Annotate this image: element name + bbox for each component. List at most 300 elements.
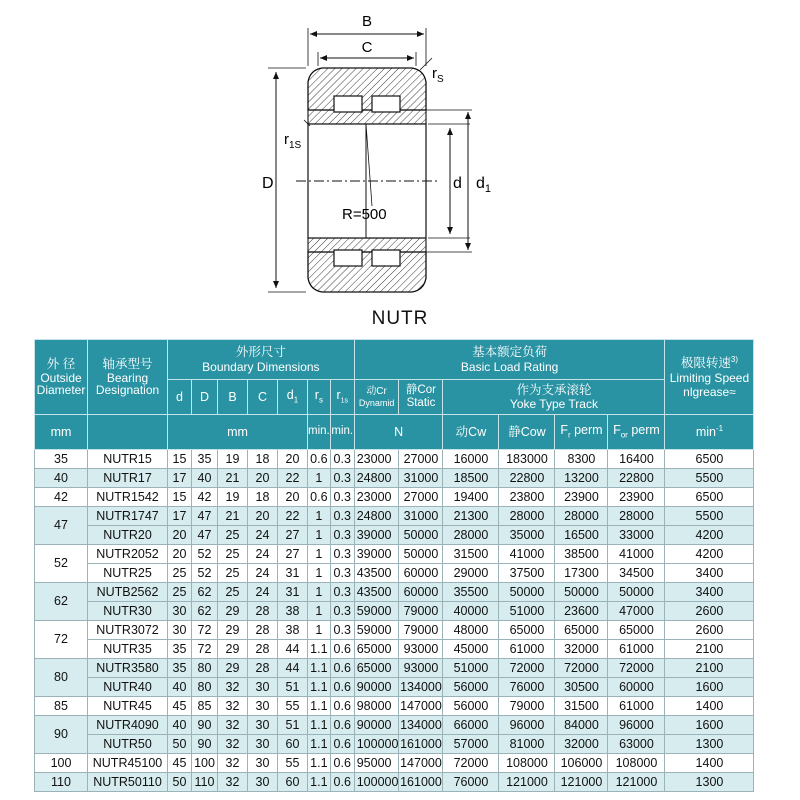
C-cell: 30 <box>248 697 278 716</box>
header-limiting-speed: 极限转速$^{3)}$ Limiting Speed nlgrease≈ <box>665 340 754 415</box>
cw-cell: 56000 <box>443 697 499 716</box>
limiting-speed-cell: 3400 <box>665 583 754 602</box>
cr-cell: 100000 <box>354 735 399 754</box>
d1-cell: 31 <box>278 583 308 602</box>
table-row <box>35 754 754 773</box>
limiting-speed-cell: 3400 <box>665 564 754 583</box>
label-D: D <box>262 175 274 192</box>
cor-cell: 134000 <box>399 678 443 697</box>
B-cell: 25 <box>218 545 248 564</box>
cor-cell: 60000 <box>399 564 443 583</box>
for-perm-cell: 60000 <box>608 678 665 697</box>
D-cell: 110 <box>192 773 218 792</box>
r1s-cell: 0.3 <box>330 450 354 469</box>
for-perm-cell: 33000 <box>608 526 665 545</box>
d-cell: 45 <box>168 754 192 773</box>
header-B: B <box>218 380 248 415</box>
D-cell: 72 <box>192 621 218 640</box>
cow-cell: 183000 <box>499 450 555 469</box>
d1-cell: 60 <box>278 735 308 754</box>
B-cell: 21 <box>218 507 248 526</box>
cr-cell: 95000 <box>354 754 399 773</box>
for-perm-cell: 16400 <box>608 450 665 469</box>
designation-cell: NUTB2562 <box>88 583 168 602</box>
d-cell: 40 <box>168 716 192 735</box>
cow-cell: 41000 <box>499 545 555 564</box>
d-cell: 25 <box>168 564 192 583</box>
for-perm-cell: 61000 <box>608 640 665 659</box>
r1s-cell: 0.3 <box>330 583 354 602</box>
d-cell: 17 <box>168 507 192 526</box>
limiting-speed-cell: 4200 <box>665 526 754 545</box>
cr-cell: 43500 <box>354 583 399 602</box>
C-cell: 30 <box>248 716 278 735</box>
designation-cell: NUTR40 <box>88 678 168 697</box>
for-perm-cell: 23900 <box>608 488 665 507</box>
C-cell: 28 <box>248 621 278 640</box>
header-rs-unit: min. <box>308 415 331 450</box>
rs-cell: 0.6 <box>308 450 331 469</box>
cor-cell: 31000 <box>399 507 443 526</box>
cor-cell: 134000 <box>399 716 443 735</box>
rs-cell: 1 <box>308 526 331 545</box>
cor-cell: 93000 <box>399 640 443 659</box>
label-radius: R=500 <box>342 206 387 223</box>
B-cell: 32 <box>218 678 248 697</box>
designation-cell: NUTR30 <box>88 602 168 621</box>
cr-cell: 90000 <box>354 678 399 697</box>
header-cow: 静Cow <box>499 415 555 450</box>
r1s-cell: 0.3 <box>330 602 354 621</box>
fr-perm-cell: 8300 <box>555 450 608 469</box>
C-cell: 30 <box>248 754 278 773</box>
r1s-cell: 0.6 <box>330 640 354 659</box>
cw-cell: 45000 <box>443 640 499 659</box>
D-cell: 52 <box>192 545 218 564</box>
designation-cell: NUTR1542 <box>88 488 168 507</box>
fr-perm-cell: 121000 <box>555 773 608 792</box>
limiting-speed-cell: 1600 <box>665 678 754 697</box>
cr-cell: 90000 <box>354 716 399 735</box>
d-cell: 17 <box>168 469 192 488</box>
B-cell: 32 <box>218 773 248 792</box>
d-cell: 25 <box>168 583 192 602</box>
for-perm-cell: 41000 <box>608 545 665 564</box>
cw-cell: 29000 <box>443 564 499 583</box>
fr-perm-cell: 28000 <box>555 507 608 526</box>
cr-cell: 39000 <box>354 526 399 545</box>
label-rs: $r_S$ <box>432 65 444 85</box>
d1-cell: 55 <box>278 754 308 773</box>
fr-perm-cell: 38500 <box>555 545 608 564</box>
for-perm-cell: 22800 <box>608 469 665 488</box>
cr-cell: 65000 <box>354 659 399 678</box>
r1s-cell: 0.3 <box>330 621 354 640</box>
rs-cell: 1.1 <box>308 754 331 773</box>
cr-cell: 59000 <box>354 602 399 621</box>
fr-perm-cell: 65000 <box>555 621 608 640</box>
d1-cell: 27 <box>278 545 308 564</box>
cw-cell: 56000 <box>443 678 499 697</box>
cow-cell: 35000 <box>499 526 555 545</box>
header-r1s-unit: min. <box>330 415 354 450</box>
limiting-speed-cell: 2600 <box>665 621 754 640</box>
designation-cell: NUTR50110 <box>88 773 168 792</box>
table-row <box>35 507 754 526</box>
table-row <box>35 564 754 583</box>
for-perm-cell: 50000 <box>608 583 665 602</box>
B-cell: 32 <box>218 735 248 754</box>
header-boundary-dimensions: 外形尺寸 Boundary Dimensions <box>168 340 355 380</box>
for-perm-cell: 72000 <box>608 659 665 678</box>
fr-perm-cell: 84000 <box>555 716 608 735</box>
B-cell: 29 <box>218 640 248 659</box>
cr-cell: 43500 <box>354 564 399 583</box>
header-d1: $d_1$ <box>278 380 308 415</box>
cr-cell: 39000 <box>354 545 399 564</box>
for-perm-cell: 34500 <box>608 564 665 583</box>
cr-cell: 23000 <box>354 450 399 469</box>
limiting-speed-cell: 5500 <box>665 469 754 488</box>
fr-perm-cell: 50000 <box>555 583 608 602</box>
rs-cell: 1.1 <box>308 716 331 735</box>
outside-diameter-cell: 90 <box>35 716 88 754</box>
d-cell: 50 <box>168 735 192 754</box>
r1s-cell: 0.3 <box>330 526 354 545</box>
cw-cell: 48000 <box>443 621 499 640</box>
for-perm-cell: 63000 <box>608 735 665 754</box>
outside-diameter-cell: 80 <box>35 659 88 697</box>
roller <box>334 96 362 112</box>
designation-cell: NUTR2052 <box>88 545 168 564</box>
rs-cell: 1 <box>308 621 331 640</box>
outside-diameter-cell: 42 <box>35 488 88 507</box>
for-perm-cell: 108000 <box>608 754 665 773</box>
rs-cell: 1 <box>308 545 331 564</box>
D-cell: 62 <box>192 583 218 602</box>
header-C: C <box>248 380 278 415</box>
designation-cell: NUTR3072 <box>88 621 168 640</box>
cw-cell: 31500 <box>443 545 499 564</box>
rs-cell: 1 <box>308 564 331 583</box>
header-D: D <box>192 380 218 415</box>
C-cell: 20 <box>248 469 278 488</box>
table-row <box>35 450 754 469</box>
cow-cell: 28000 <box>499 507 555 526</box>
d-cell: 30 <box>168 621 192 640</box>
header-outside-diameter: 外 径 Outside Diameter <box>35 340 88 415</box>
fr-perm-cell: 23900 <box>555 488 608 507</box>
d1-cell: 44 <box>278 640 308 659</box>
cow-cell: 50000 <box>499 583 555 602</box>
fr-perm-cell: 106000 <box>555 754 608 773</box>
d1-cell: 22 <box>278 469 308 488</box>
rs-cell: 1.1 <box>308 697 331 716</box>
designation-cell: NUTR1747 <box>88 507 168 526</box>
cow-cell: 37500 <box>499 564 555 583</box>
figure-caption: NUTR <box>371 308 429 329</box>
rs-cell: 1.1 <box>308 659 331 678</box>
C-cell: 30 <box>248 735 278 754</box>
d1-cell: 51 <box>278 678 308 697</box>
label-C: C <box>361 39 373 56</box>
limiting-speed-cell: 6500 <box>665 450 754 469</box>
B-cell: 32 <box>218 716 248 735</box>
designation-cell: NUTR4090 <box>88 716 168 735</box>
cw-cell: 18500 <box>443 469 499 488</box>
r1s-cell: 0.6 <box>330 773 354 792</box>
fr-perm-cell: 23600 <box>555 602 608 621</box>
outside-diameter-cell: 72 <box>35 621 88 659</box>
d-cell: 40 <box>168 678 192 697</box>
C-cell: 24 <box>248 564 278 583</box>
cw-cell: 72000 <box>443 754 499 773</box>
table-row <box>35 526 754 545</box>
label-d: d <box>453 175 462 192</box>
outer-ring-top <box>308 68 426 110</box>
d-cell: 35 <box>168 659 192 678</box>
d-cell: 35 <box>168 640 192 659</box>
cr-cell: 98000 <box>354 697 399 716</box>
outside-diameter-cell: 47 <box>35 507 88 545</box>
header-n-unit: N <box>354 415 443 450</box>
B-cell: 19 <box>218 488 248 507</box>
d-cell: 15 <box>168 488 192 507</box>
outside-diameter-cell: 35 <box>35 450 88 469</box>
cow-cell: 96000 <box>499 716 555 735</box>
cow-cell: 108000 <box>499 754 555 773</box>
D-cell: 80 <box>192 678 218 697</box>
fr-perm-cell: 13200 <box>555 469 608 488</box>
B-cell: 29 <box>218 659 248 678</box>
roller <box>372 250 400 266</box>
d-cell: 15 <box>168 450 192 469</box>
B-cell: 25 <box>218 564 248 583</box>
d1-cell: 27 <box>278 526 308 545</box>
C-cell: 18 <box>248 450 278 469</box>
D-cell: 72 <box>192 640 218 659</box>
designation-cell: NUTR17 <box>88 469 168 488</box>
D-cell: 90 <box>192 716 218 735</box>
cw-cell: 76000 <box>443 773 499 792</box>
table-row <box>35 621 754 640</box>
C-cell: 30 <box>248 773 278 792</box>
header-yoke-type-track: 作为支承滚轮 Yoke Type Track <box>443 380 665 415</box>
header-cor: 静Cor Static <box>399 380 443 415</box>
outside-diameter-cell: 40 <box>35 469 88 488</box>
B-cell: 25 <box>218 583 248 602</box>
header-fr-perm: $F_r$ perm <box>555 415 608 450</box>
cor-cell: 147000 <box>399 697 443 716</box>
table-row <box>35 735 754 754</box>
D-cell: 52 <box>192 564 218 583</box>
d-cell: 50 <box>168 773 192 792</box>
cor-cell: 79000 <box>399 602 443 621</box>
r1s-cell: 0.3 <box>330 545 354 564</box>
cor-cell: 27000 <box>399 488 443 507</box>
r1s-cell: 0.6 <box>330 697 354 716</box>
limiting-speed-cell: 2100 <box>665 659 754 678</box>
D-cell: 62 <box>192 602 218 621</box>
cr-cell: 100000 <box>354 773 399 792</box>
fr-perm-cell: 30500 <box>555 678 608 697</box>
limiting-speed-cell: 1300 <box>665 773 754 792</box>
designation-cell: NUTR50 <box>88 735 168 754</box>
cw-cell: 66000 <box>443 716 499 735</box>
D-cell: 47 <box>192 507 218 526</box>
r1s-cell: 0.6 <box>330 716 354 735</box>
r1s-cell: 0.3 <box>330 488 354 507</box>
for-perm-cell: 61000 <box>608 697 665 716</box>
D-cell: 80 <box>192 659 218 678</box>
cw-cell: 19400 <box>443 488 499 507</box>
cw-cell: 51000 <box>443 659 499 678</box>
cr-cell: 65000 <box>354 640 399 659</box>
cow-cell: 72000 <box>499 659 555 678</box>
header-cw: 动Cw <box>443 415 499 450</box>
r1s-cell: 0.6 <box>330 754 354 773</box>
table-row <box>35 773 754 792</box>
table-row <box>35 640 754 659</box>
cow-cell: 121000 <box>499 773 555 792</box>
rs-cell: 1.1 <box>308 678 331 697</box>
fr-perm-cell: 16500 <box>555 526 608 545</box>
for-perm-cell: 65000 <box>608 621 665 640</box>
D-cell: 100 <box>192 754 218 773</box>
B-cell: 29 <box>218 621 248 640</box>
header-for-perm: $F_{or}$ perm <box>608 415 665 450</box>
header-od-unit: mm <box>35 415 88 450</box>
B-cell: 25 <box>218 526 248 545</box>
outside-diameter-cell: 100 <box>35 754 88 773</box>
cw-cell: 21300 <box>443 507 499 526</box>
C-cell: 20 <box>248 507 278 526</box>
limiting-speed-cell: 4200 <box>665 545 754 564</box>
cor-cell: 93000 <box>399 659 443 678</box>
header-bearing-designation: 轴承型号 Bearing Designation <box>88 340 168 415</box>
header-r1s: $r_{1s}$ <box>330 380 354 415</box>
header-desig-blank <box>88 415 168 450</box>
D-cell: 90 <box>192 735 218 754</box>
B-cell: 32 <box>218 754 248 773</box>
rs-cell: 1.1 <box>308 640 331 659</box>
cw-cell: 16000 <box>443 450 499 469</box>
outside-diameter-cell: 85 <box>35 697 88 716</box>
table-row <box>35 583 754 602</box>
rs-cell: 1.1 <box>308 735 331 754</box>
limiting-speed-cell: 6500 <box>665 488 754 507</box>
d1-cell: 55 <box>278 697 308 716</box>
limiting-speed-cell: 2600 <box>665 602 754 621</box>
cor-cell: 50000 <box>399 545 443 564</box>
for-perm-cell: 47000 <box>608 602 665 621</box>
C-cell: 18 <box>248 488 278 507</box>
table-row <box>35 488 754 507</box>
cow-cell: 23800 <box>499 488 555 507</box>
C-cell: 28 <box>248 640 278 659</box>
cor-cell: 27000 <box>399 450 443 469</box>
C-cell: 30 <box>248 678 278 697</box>
d-cell: 45 <box>168 697 192 716</box>
cor-cell: 161000 <box>399 773 443 792</box>
table-row <box>35 697 754 716</box>
d1-cell: 22 <box>278 507 308 526</box>
spec-table <box>34 339 754 792</box>
d1-cell: 20 <box>278 488 308 507</box>
C-cell: 24 <box>248 545 278 564</box>
table-row <box>35 678 754 697</box>
B-cell: 29 <box>218 602 248 621</box>
header-rs: $r_s$ <box>308 380 331 415</box>
cow-cell: 81000 <box>499 735 555 754</box>
d-cell: 30 <box>168 602 192 621</box>
outer-ring-bottom <box>308 252 426 292</box>
roller <box>334 250 362 266</box>
header-basic-load-rating: 基本额定负荷 Basic Load Rating <box>354 340 665 380</box>
table-row <box>35 469 754 488</box>
cr-cell: 23000 <box>354 488 399 507</box>
for-perm-cell: 28000 <box>608 507 665 526</box>
d1-cell: 38 <box>278 621 308 640</box>
B-cell: 19 <box>218 450 248 469</box>
cw-cell: 35500 <box>443 583 499 602</box>
table-row <box>35 716 754 735</box>
fr-perm-cell: 31500 <box>555 697 608 716</box>
cor-cell: 147000 <box>399 754 443 773</box>
cr-cell: 24800 <box>354 507 399 526</box>
C-cell: 28 <box>248 659 278 678</box>
cow-cell: 22800 <box>499 469 555 488</box>
d1-cell: 44 <box>278 659 308 678</box>
d1-cell: 20 <box>278 450 308 469</box>
outside-diameter-cell: 62 <box>35 583 88 621</box>
D-cell: 35 <box>192 450 218 469</box>
header-bd-unit: mm <box>168 415 308 450</box>
designation-cell: NUTR25 <box>88 564 168 583</box>
r1s-cell: 0.6 <box>330 735 354 754</box>
cw-cell: 57000 <box>443 735 499 754</box>
cow-cell: 61000 <box>499 640 555 659</box>
r1s-cell: 0.3 <box>330 469 354 488</box>
fr-perm-cell: 32000 <box>555 735 608 754</box>
designation-cell: NUTR35 <box>88 640 168 659</box>
inner-ring-top <box>308 110 426 124</box>
header-ls-unit: $\min^{-1}$ <box>665 415 754 450</box>
fr-perm-cell: 17300 <box>555 564 608 583</box>
rs-cell: 1 <box>308 469 331 488</box>
r1s-cell: 0.3 <box>330 564 354 583</box>
limiting-speed-cell: 5500 <box>665 507 754 526</box>
header-cr: 动Cr Dynamid <box>354 380 399 415</box>
limiting-speed-cell: 1300 <box>665 735 754 754</box>
B-cell: 32 <box>218 697 248 716</box>
cor-cell: 50000 <box>399 526 443 545</box>
rs-cell: 1 <box>308 507 331 526</box>
D-cell: 85 <box>192 697 218 716</box>
bearing-drawing <box>0 0 800 300</box>
cw-cell: 28000 <box>443 526 499 545</box>
r1s-cell: 0.6 <box>330 659 354 678</box>
label-r1s: $r_{1S}$ <box>284 131 302 151</box>
d-cell: 20 <box>168 545 192 564</box>
fr-perm-cell: 32000 <box>555 640 608 659</box>
r1s-cell: 0.6 <box>330 678 354 697</box>
cr-cell: 59000 <box>354 621 399 640</box>
cor-cell: 161000 <box>399 735 443 754</box>
d1-cell: 51 <box>278 716 308 735</box>
limiting-speed-cell: 1600 <box>665 716 754 735</box>
d1-cell: 31 <box>278 564 308 583</box>
